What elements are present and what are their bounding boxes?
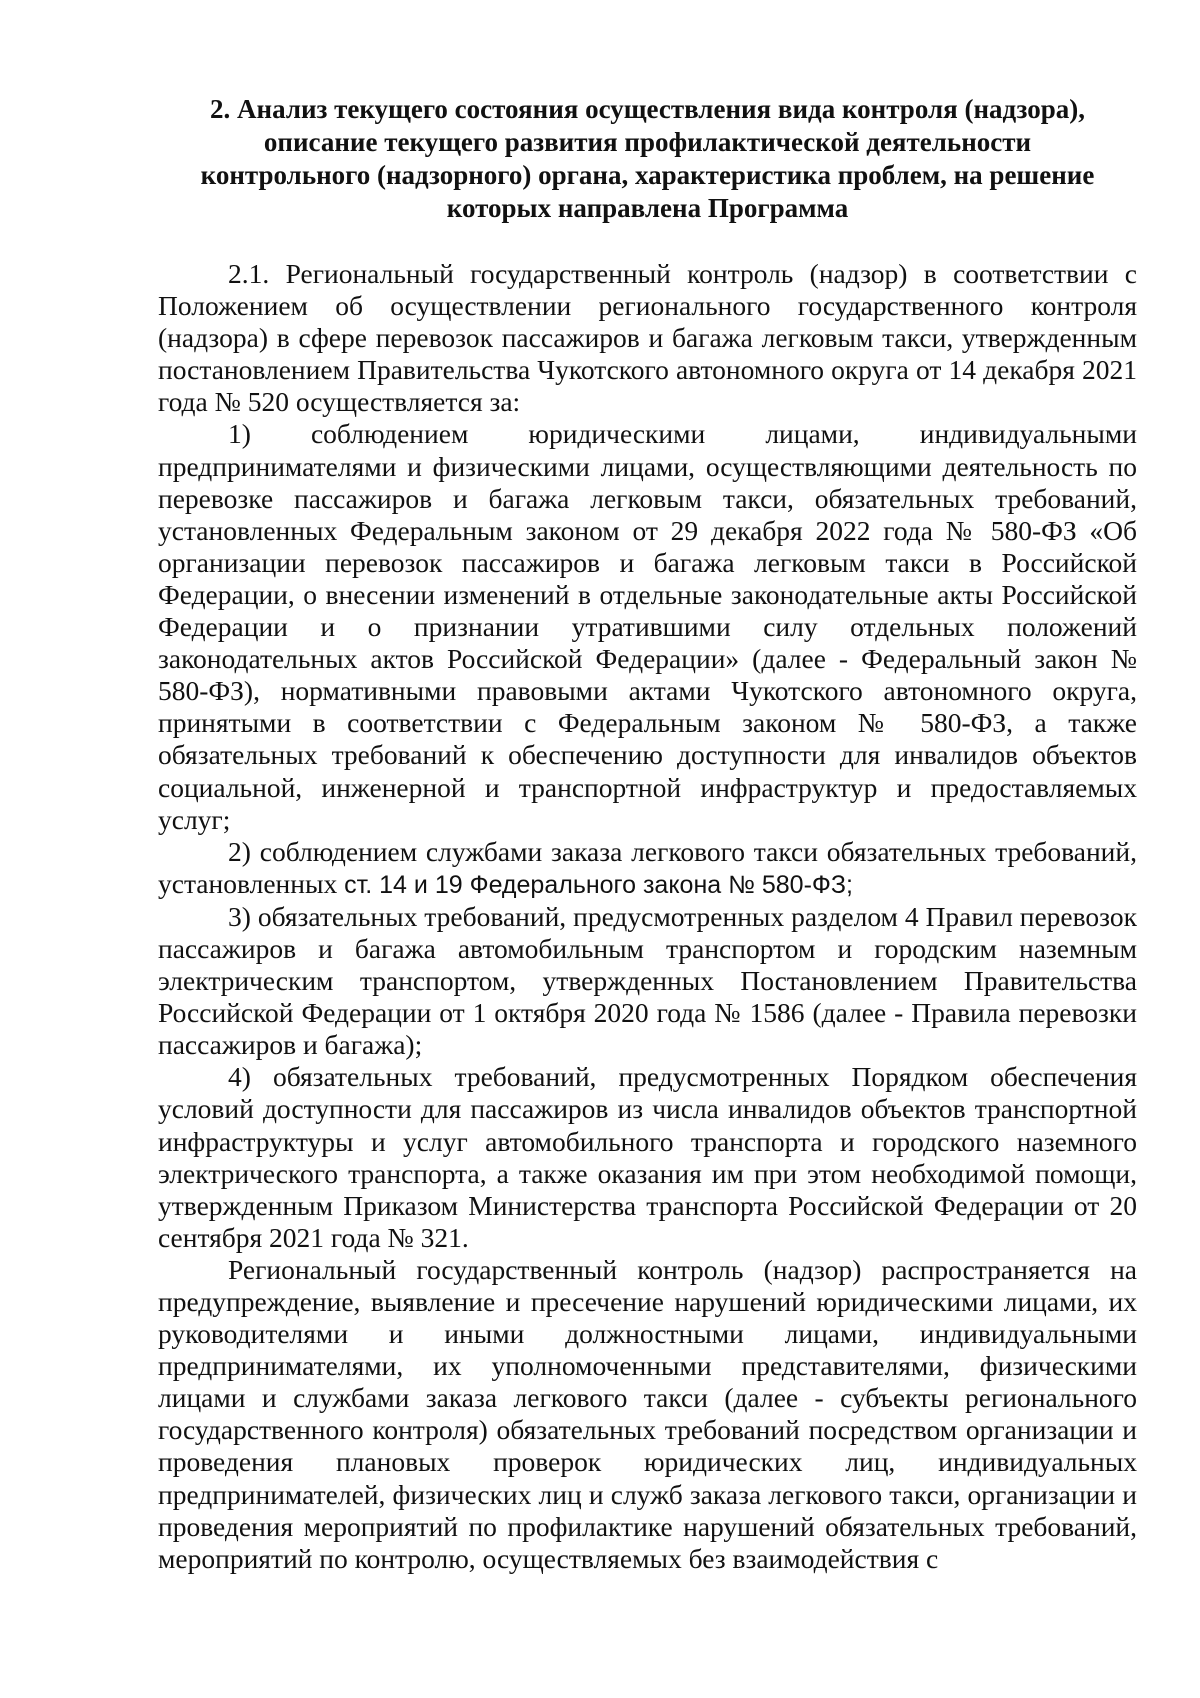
list-item-2-text: 2) соблюдением службами заказа легкового такси обязательных требований, установленных: [158, 835, 1137, 899]
list-item-4: 4) обязательных требований, предусмотренных Порядком обеспечения условий доступности для пассажиров из числа инвалидов объектов транспортной инфраструктуры и услуг автомобильного транспорта и городского наземного электрического транспорта, а также оказания им при этом необходимой помощи, утвержденным Приказом Министерства транспорта Российской Федерации от 20 сентября 2021 года № 321.: [158, 1061, 1137, 1253]
heading-line: которых направлена Программа: [446, 193, 849, 223]
paragraph-scope: Региональный государственный контроль (надзор) распространяется на предупреждение, выявление и пресечение нарушений юридическими лицами, их руководителями и иными должностными лицами, индивидуальными предпринимателями, их уполномоченными представителями, физическими лицами и службами заказа легкового такси (далее - субъекты регионального государственного контроля) обязательных требований посредством организации и проведения плановых проверок юридических лиц, индивидуальных предпринимателей, физических лиц и служб заказа легкового такси, организации и проведения мероприятий по профилактике нарушений обязательных требований, мероприятий по контролю, осуществляемых без взаимодействия с: [158, 1253, 1137, 1574]
list-item-3: 3) обязательных требований, предусмотренных разделом 4 Правил перевозок пассажиров и багажа автомобильным транспортом и городским наземным электрическим транспортом, утвержденных Постановлением Правительства Российской Федерации от 1 октября 2020 года № 1586 (далее - Правила перевозки пассажиров и багажа);: [158, 900, 1137, 1061]
heading-line: описание текущего развития профилактической деятельности: [263, 127, 1032, 157]
law-reference: ст. 14 и 19 Федерального закона № 580-ФЗ;: [344, 870, 853, 899]
list-item-2: [158, 836, 1137, 901]
heading-line: контрольного (надзорного) органа, характеристика проблем, на решение: [200, 160, 1095, 190]
section-heading: [158, 93, 1137, 225]
list-item-1: 1) соблюдением юридическими лицами, индивидуальными предпринимателями и физическими лицами, осуществляющими деятельность по перевозке пассажиров и багажа легковым такси, обязательных требований, установленных Федеральным законом от 29 декабря 2022 года № 580-ФЗ «Об организации перевозок пассажиров и багажа легковым такси в Российской Федерации, о внесении изменений в отдельные законодательные акты Российской Федерации и о признании утратившими силу отдельных положений законодательных актов Российской Федерации» (далее - Федеральный закон № 580-ФЗ), нормативными правовыми актами Чукотского автономного округа, принятыми в соответствии с Федеральным законом № 580-ФЗ, а также обязательных требований к обеспечению доступности для инвалидов объектов социальной, инженерной и транспортной инфраструктур и предоставляемых услуг;: [158, 418, 1137, 835]
paragraph-2-1: 2.1. Региональный государственный контроль (надзор) в соответствии с Положением об осуществлении регионального государственного контроля (надзора) в сфере перевозок пассажиров и багажа легковым такси, утвержденным постановлением Правительства Чукотского автономного округа от 14 декабря 2021 года № 520 осуществляется за:: [158, 258, 1137, 418]
document-body: [158, 258, 1137, 1575]
document-content: [158, 93, 1137, 1575]
heading-line: 2. Анализ текущего состояния осуществления вида контроля (надзора),: [210, 94, 1085, 124]
